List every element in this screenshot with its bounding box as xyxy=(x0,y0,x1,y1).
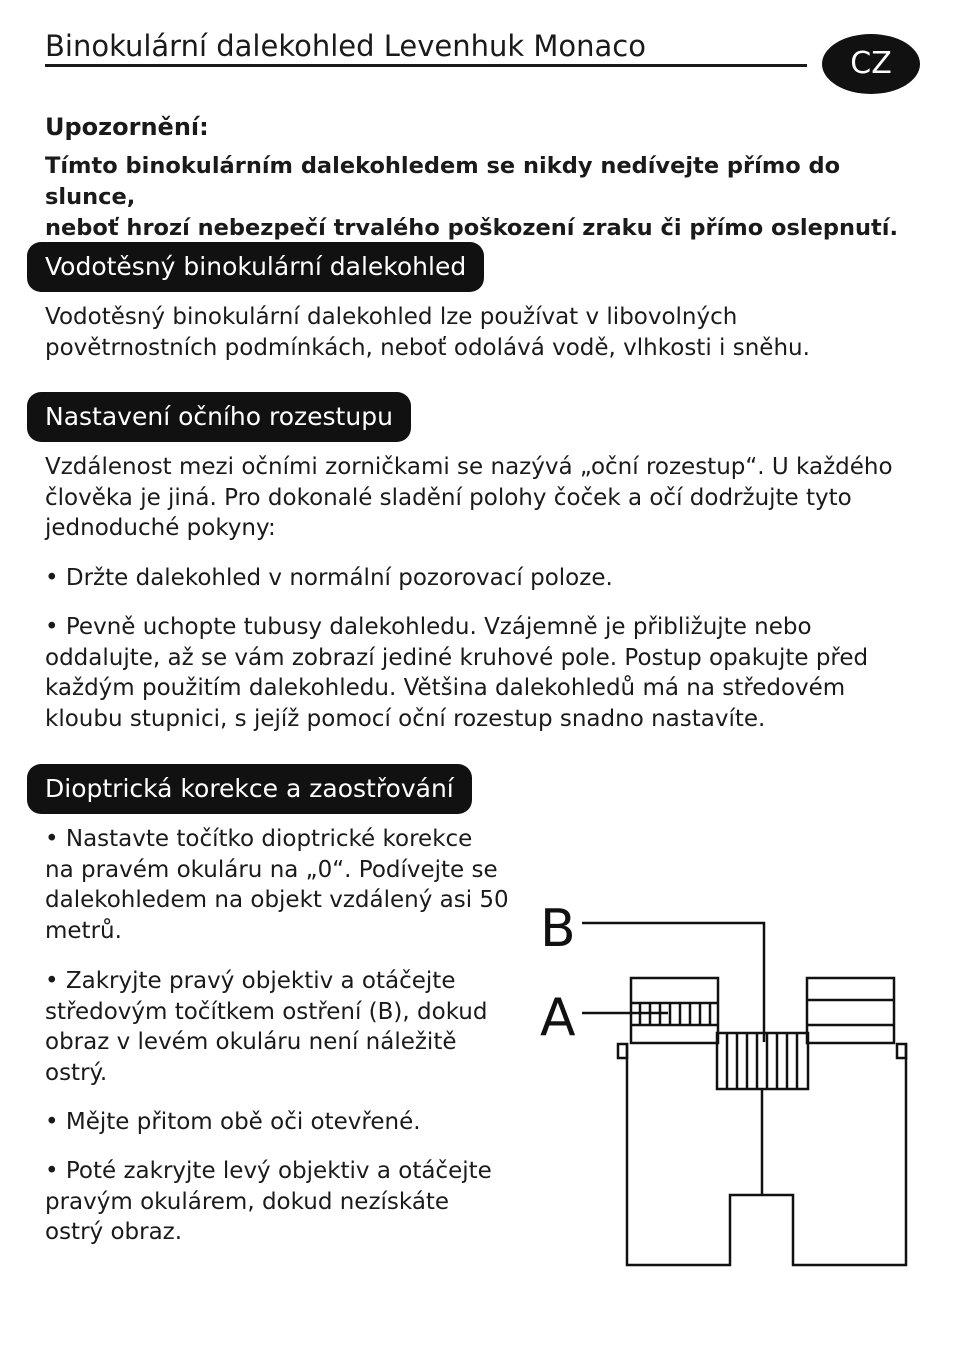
label-b: B xyxy=(540,899,576,959)
bullet-adjust-tubes: • Pevně uchopte tubusy dalekohledu. Vzájemně je přibližujte nebo oddalujte, až se vám zobrazí jediné kruhové pole. Postup opakujte před každým použitím dalekohledu. Většina dalekohledů má na středovém kloubu stupnici, s jejíž pomocí oční rozestup snadno nastavíte. xyxy=(45,614,869,732)
bullet-eyes-open: • Mějte přitom obě oči otevřené. xyxy=(45,1109,421,1135)
bullet-hold-binocular: • Držte dalekohled v normální pozorovací poloze. xyxy=(45,565,613,591)
section-heading-waterproof: Vodotěsný binokulární dalekohled xyxy=(27,242,484,292)
paragraph-interpupillary-intro: Vzdálenost mezi očními zorničkami se nazývá „oční rozestup“. U každého člověka je jiná. Pro dokonalé sladění polohy čoček a očí dodržujte tyto jednoduché pokyny: xyxy=(45,454,893,541)
section-heading-interpupillary: Nastavení očního rozestupu xyxy=(27,392,411,442)
section-heading-diopter: Dioptrická korekce a zaostřování xyxy=(27,764,472,814)
bullet-cover-left: • Poté zakryjte levý objektiv a otáčejte pravým okulárem, dokud nezískáte ostrý obraz. xyxy=(45,1158,492,1245)
bullet-set-diopter: • Nastavte točítko dioptrické korekce na pravém okuláru na „0“. Podívejte se dalekohledem na objekt vzdálený asi 50 metrů. xyxy=(45,826,509,944)
language-badge: CZ xyxy=(822,34,920,94)
paragraph-waterproof: Vodotěsný binokulární dalekohled lze používat v libovolných povětrnostních podmínkách, neboť odolává vodě, vlhkosti i sněhu. xyxy=(45,304,810,361)
bullet-cover-right: • Zakryjte pravý objektiv a otáčejte středovým točítkem ostření (B), dokud obraz v levém okuláru není náležitě ostrý. xyxy=(45,968,488,1086)
page-title: Binokulární dalekohled Levenhuk Monaco xyxy=(45,28,807,67)
binocular-diagram xyxy=(535,890,915,1275)
label-a: A xyxy=(540,988,576,1048)
warning-title: Upozornění: xyxy=(45,113,209,141)
warning-text: Tímto binokulárním dalekohledem se nikdy nedívejte přímo do slunce, neboť hrozí nebezpečí trvalého poškození zraku či přímo oslepnutí. xyxy=(45,153,899,241)
